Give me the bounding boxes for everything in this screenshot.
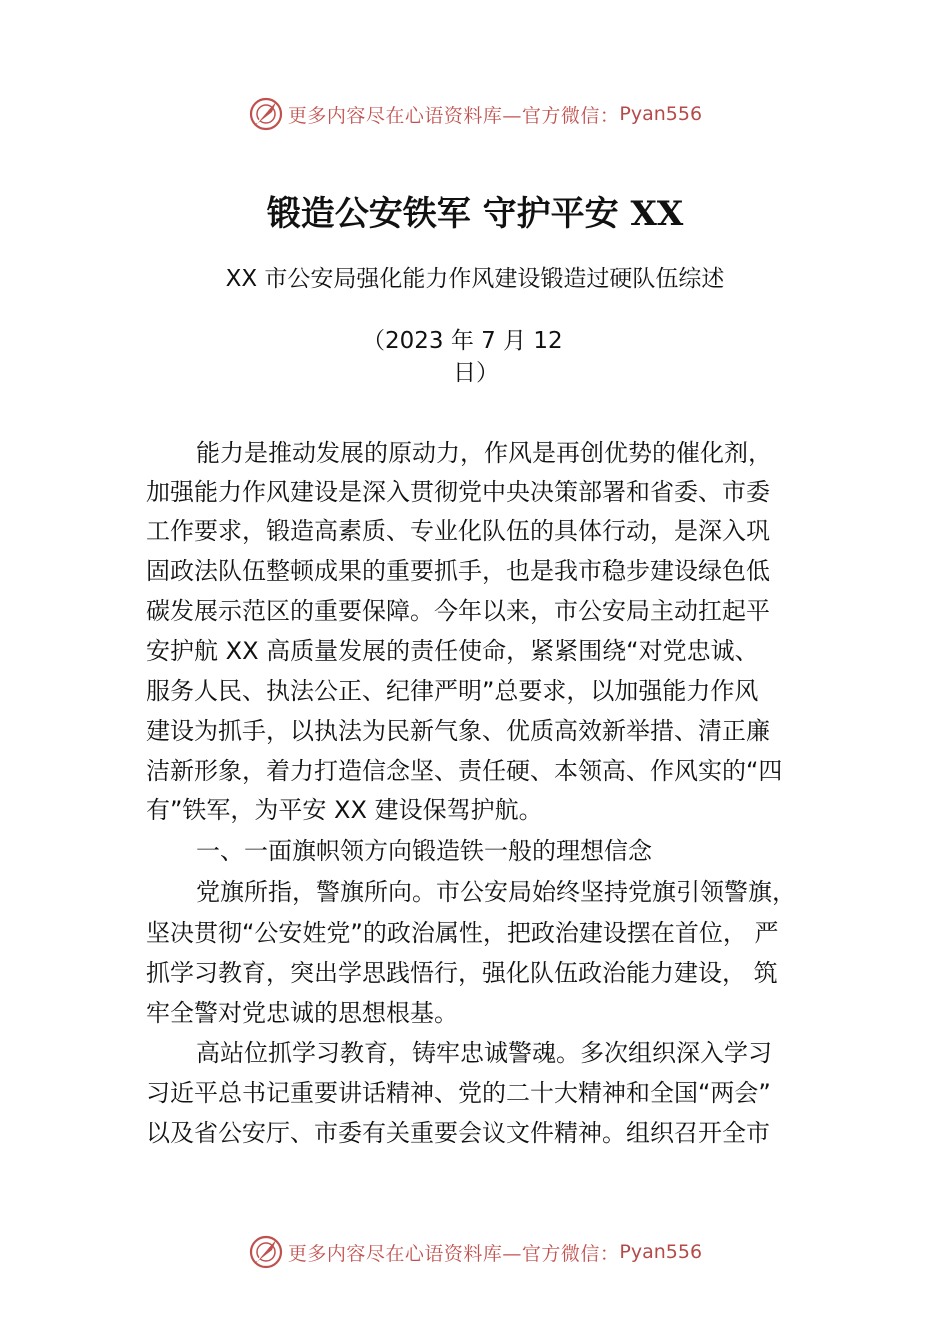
quill-pen-logo-icon xyxy=(248,96,284,132)
banner-wechat-id: Pyan556 xyxy=(619,1241,703,1263)
body-line: 牢全警对党忠诚的思想根基。 xyxy=(146,999,458,1027)
body-line: 能力是推动发展的原动力，作风是再创优势的催化剂， xyxy=(196,439,772,467)
banner-wechat-id: Pyan556 xyxy=(619,103,703,125)
body-line: 高站位抓学习教育，铸牢忠诚警魂。多次组织深入学习 xyxy=(196,1039,772,1067)
body-line: 以及省公安厅、市委有关重要会议文件精神。组织召开全市 xyxy=(146,1119,770,1147)
body-line: 加强能力作风建设是深入贯彻党中央决策部署和省委、市委 xyxy=(146,478,770,506)
body-line: 有”铁军，为平安 XX 建设保驾护航。 xyxy=(146,796,543,824)
body-line: 党旗所指，警旗所向。市公安局始终坚持党旗引领警旗， xyxy=(196,878,796,906)
banner-text: 更多内容尽在心语资料库—官方微信： xyxy=(287,1242,620,1265)
banner-text: 更多内容尽在心语资料库—官方微信： xyxy=(287,104,620,127)
body-line: 服务人民、执法公正、纪律严明”总要求，以加强能力作风 xyxy=(146,677,759,705)
document-title: 锻造公安铁军 守护平安 XX xyxy=(266,194,684,234)
quill-pen-logo-icon xyxy=(248,1234,284,1270)
document-date-line-2: 日） xyxy=(453,360,499,386)
body-line: 安护航 XX 高质量发展的责任使命，紧紧围绕“对党忠诚、 xyxy=(146,637,759,665)
body-line: 坚决贯彻“公安姓党”的政治属性，把政治建设摆在首位， 严 xyxy=(146,919,779,947)
body-line: 碳发展示范区的重要保障。今年以来，市公安局主动扛起平 xyxy=(146,597,770,625)
header-banner[interactable] xyxy=(0,94,950,134)
body-line: 抓学习教育，突出学思践悟行，强化队伍政治能力建设， 筑 xyxy=(146,959,778,987)
document-date-line-1: （2023 年 7 月 12 xyxy=(362,328,563,354)
body-line: 建设为抓手，以执法为民新气象、优质高效新举措、清正廉 xyxy=(146,717,770,745)
body-line: 工作要求，锻造高素质、专业化队伍的具体行动，是深入巩 xyxy=(146,517,770,545)
body-line: 洁新形象，着力打造信念坚、责任硬、本领高、作风实的“四 xyxy=(146,757,783,785)
footer-banner[interactable] xyxy=(0,1232,950,1272)
section-heading: 一、一面旗帜领方向锻造铁一般的理想信念 xyxy=(196,837,652,865)
body-line: 习近平总书记重要讲话精神、党的二十大精神和全国“两会” xyxy=(146,1079,771,1107)
document-subtitle: XX 市公安局强化能力作风建设锻造过硬队伍综述 xyxy=(225,266,725,292)
body-line: 固政法队伍整顿成果的重要抓手，也是我市稳步建设绿色低 xyxy=(146,557,770,585)
